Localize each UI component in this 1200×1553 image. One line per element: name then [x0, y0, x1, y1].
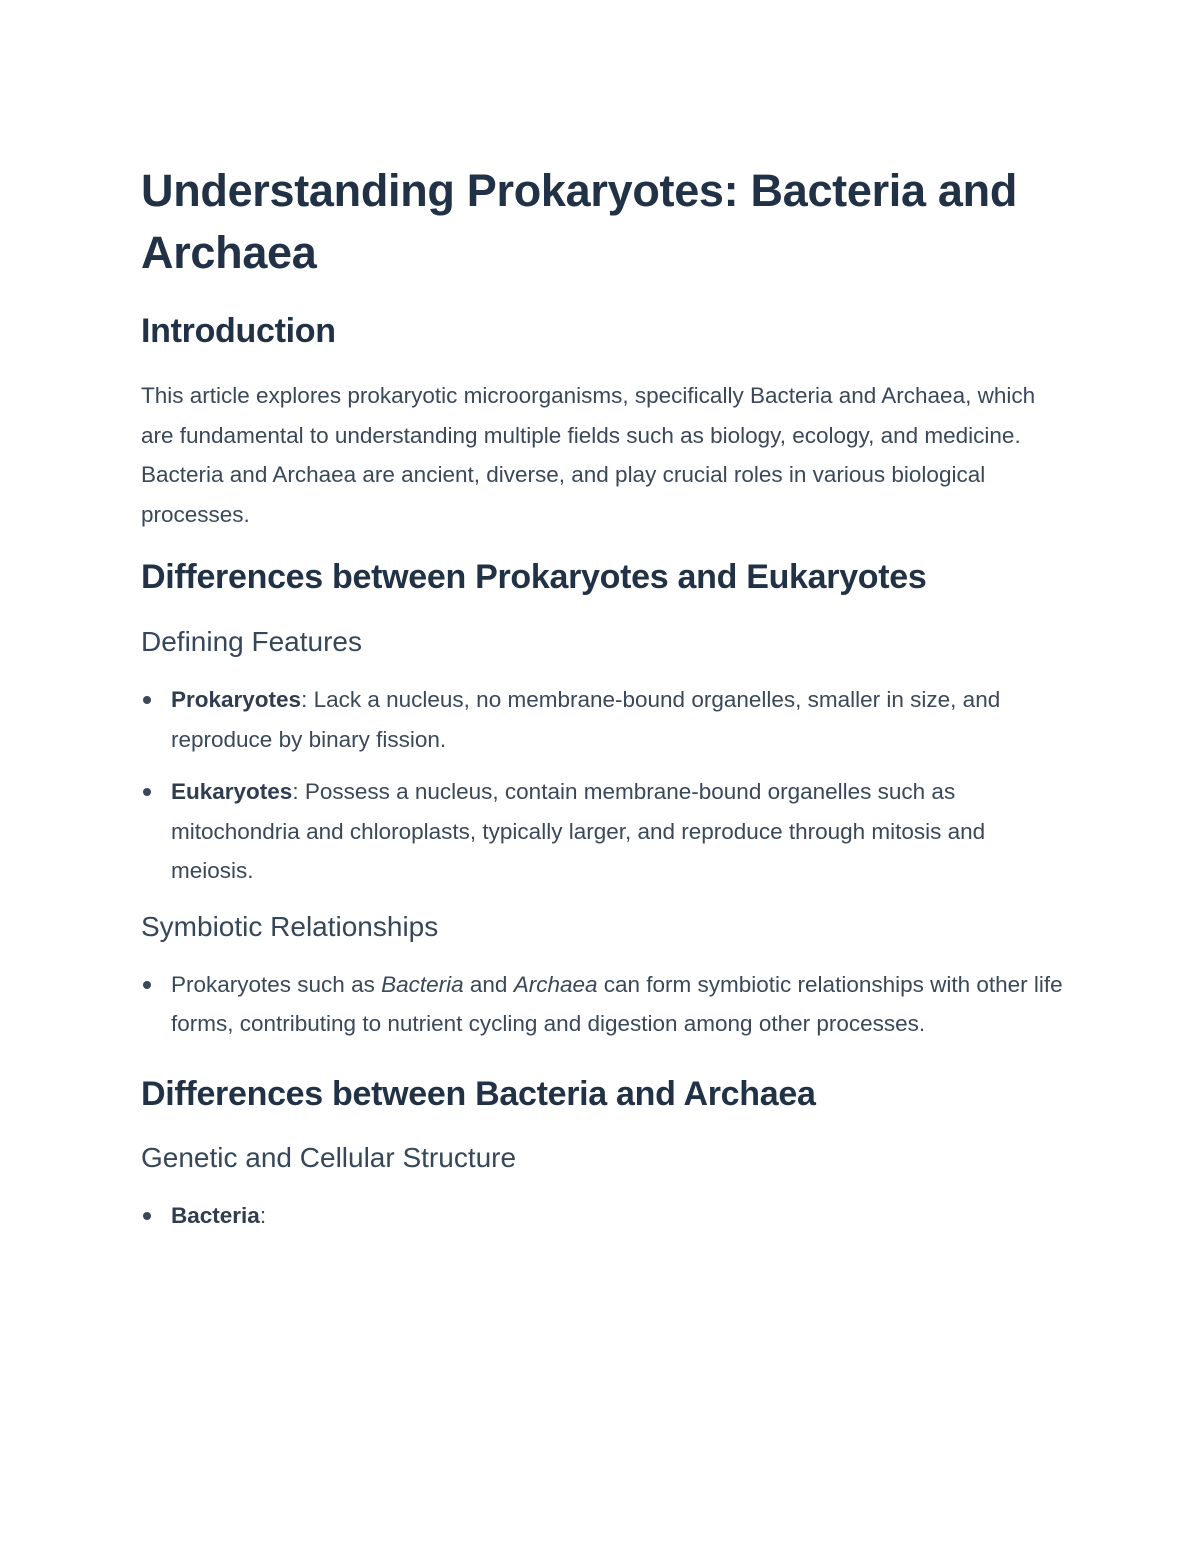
- list-item-text: can form symbiotic relationships with other life forms, contributing to nutrient cycling and digestion among other processes.: [171, 971, 1063, 1036]
- prokaryotes-eukaryotes-heading: Differences between Prokaryotes and Eukaryotes: [141, 558, 927, 596]
- bullet-icon: [143, 1212, 151, 1220]
- list-item-term: Prokaryotes: [171, 687, 302, 712]
- bullet-icon: [143, 981, 151, 989]
- list-item: [141, 772, 1071, 891]
- list-item-text: : Possess a nucleus, contain membrane-bound organelles such as mitochondria and chloroplasts, typically larger, and reproduce through mitosis and meiosis.: [171, 779, 986, 883]
- bacteria-archaea-heading: Differences between Bacteria and Archaea: [141, 1074, 816, 1113]
- bullet-icon: [143, 696, 151, 704]
- symbiotic-relationships-heading: Symbiotic Relationships: [141, 910, 439, 942]
- symbiotic-list: [141, 965, 1071, 1044]
- list-item: [141, 965, 1071, 1044]
- list-item-text: :: [259, 1202, 267, 1228]
- italic-term-archaea: Archaea: [513, 971, 598, 997]
- list-item-text: Prokaryotes such as: [171, 971, 382, 997]
- document-title: Understanding Prokaryotes: Bacteria and Archaea: [141, 165, 1018, 278]
- list-item-term: Bacteria: [171, 1202, 260, 1228]
- genetic-cellular-heading: Genetic and Cellular Structure: [141, 1141, 517, 1173]
- italic-term-bacteria: Bacteria: [381, 971, 464, 997]
- bullet-icon: [143, 788, 151, 796]
- introduction-paragraph: This article explores prokaryotic microorganisms, specifically Bacteria and Archaea, which are fundamental to understanding multiple fields such as biology, ecology, and medicine. Bacteria and Archaea are ancient, diverse, and play crucial roles in various biological processes.: [141, 383, 1036, 527]
- defining-features-list: [141, 680, 1071, 891]
- list-item-text: : Lack a nucleus, no membrane-bound organelles, smaller in size, and reproduce by binary fission.: [171, 687, 1001, 752]
- defining-features-heading: Defining Features: [141, 626, 363, 657]
- document-page: [141, 160, 1071, 1235]
- genetic-cellular-list: [141, 1196, 1071, 1236]
- list-item-term: Eukaryotes: [171, 779, 293, 804]
- introduction-heading: Introduction: [141, 312, 336, 350]
- list-item-text: and: [463, 971, 514, 997]
- list-item: [141, 1196, 1071, 1236]
- list-item: [141, 680, 1071, 759]
